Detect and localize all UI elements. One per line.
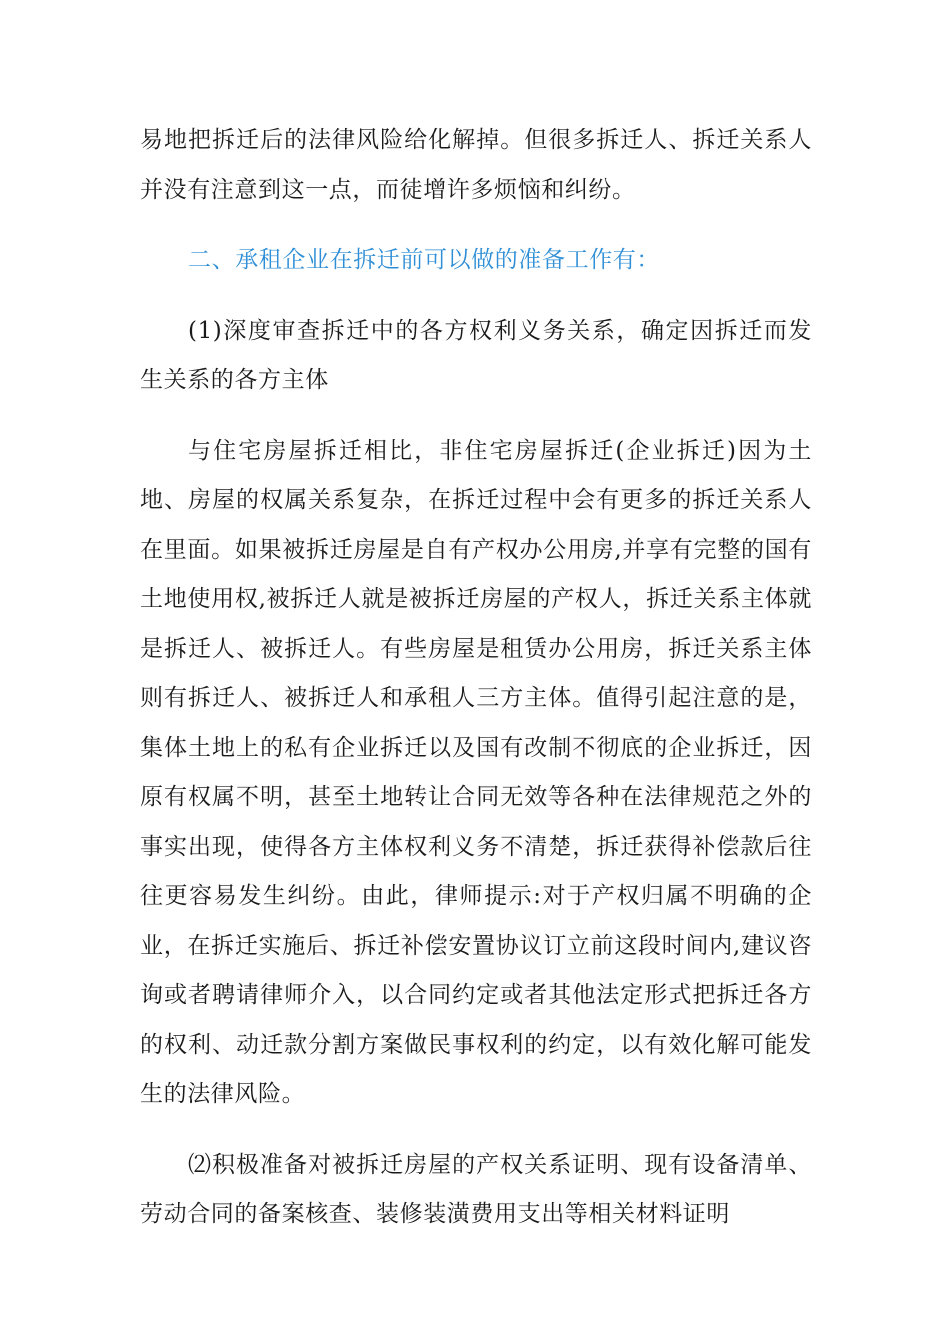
list-item-2: ⑵积极准备对被拆迁房屋的产权关系证明、现有设备清单、劳动合同的备案核查、装修装潢费用支出等相关材料证明 [140,1151,812,1227]
paragraph-continuation: 易地把拆迁后的法律风险给化解掉。但很多拆迁人、拆迁关系人并没有注意到这一点，而徒增许多烦恼和纠纷。 [140,127,812,203]
document-body [140,116,812,1240]
list-item-1: (1)深度审查拆迁中的各方权利义务关系，确定因拆迁而发生关系的各方主体 [140,317,812,393]
paragraph-body: 与住宅房屋拆迁相比，非住宅房屋拆迁(企业拆迁)因为土地、房屋的权属关系复杂，在拆迁过程中会有更多的拆迁关系人在里面。如果被拆迁房屋是自有产权办公用房,并享有完整的国有土地使用权,被拆迁人就是被拆迁房屋的产权人，拆迁关系主体就是拆迁人、被拆迁人。有些房屋是租赁办公用房，拆迁关系主体则有拆迁人、被拆迁人和承租人三方主体。值得引起注意的是，集体土地上的私有企业拆迁以及国有改制不彻底的企业拆迁，因原有权属不明，甚至土地转让合同无效等各种在法律规范之外的事实出现，使得各方主体权利义务不清楚，拆迁获得补偿款后往往更容易发生纠纷。由此，律师提示:对于产权归属不明确的企业，在拆迁实施后、拆迁补偿安置协议订立前这段时间内,建议咨询或者聘请律师介入，以合同约定或者其他法定形式把拆迁各方的权利、动迁款分割方案做民事权利的约定，以有效化解可能发生的法律风险。 [140,437,812,1107]
section-heading: 二、承租企业在拆迁前可以做的准备工作有： [188,247,660,273]
